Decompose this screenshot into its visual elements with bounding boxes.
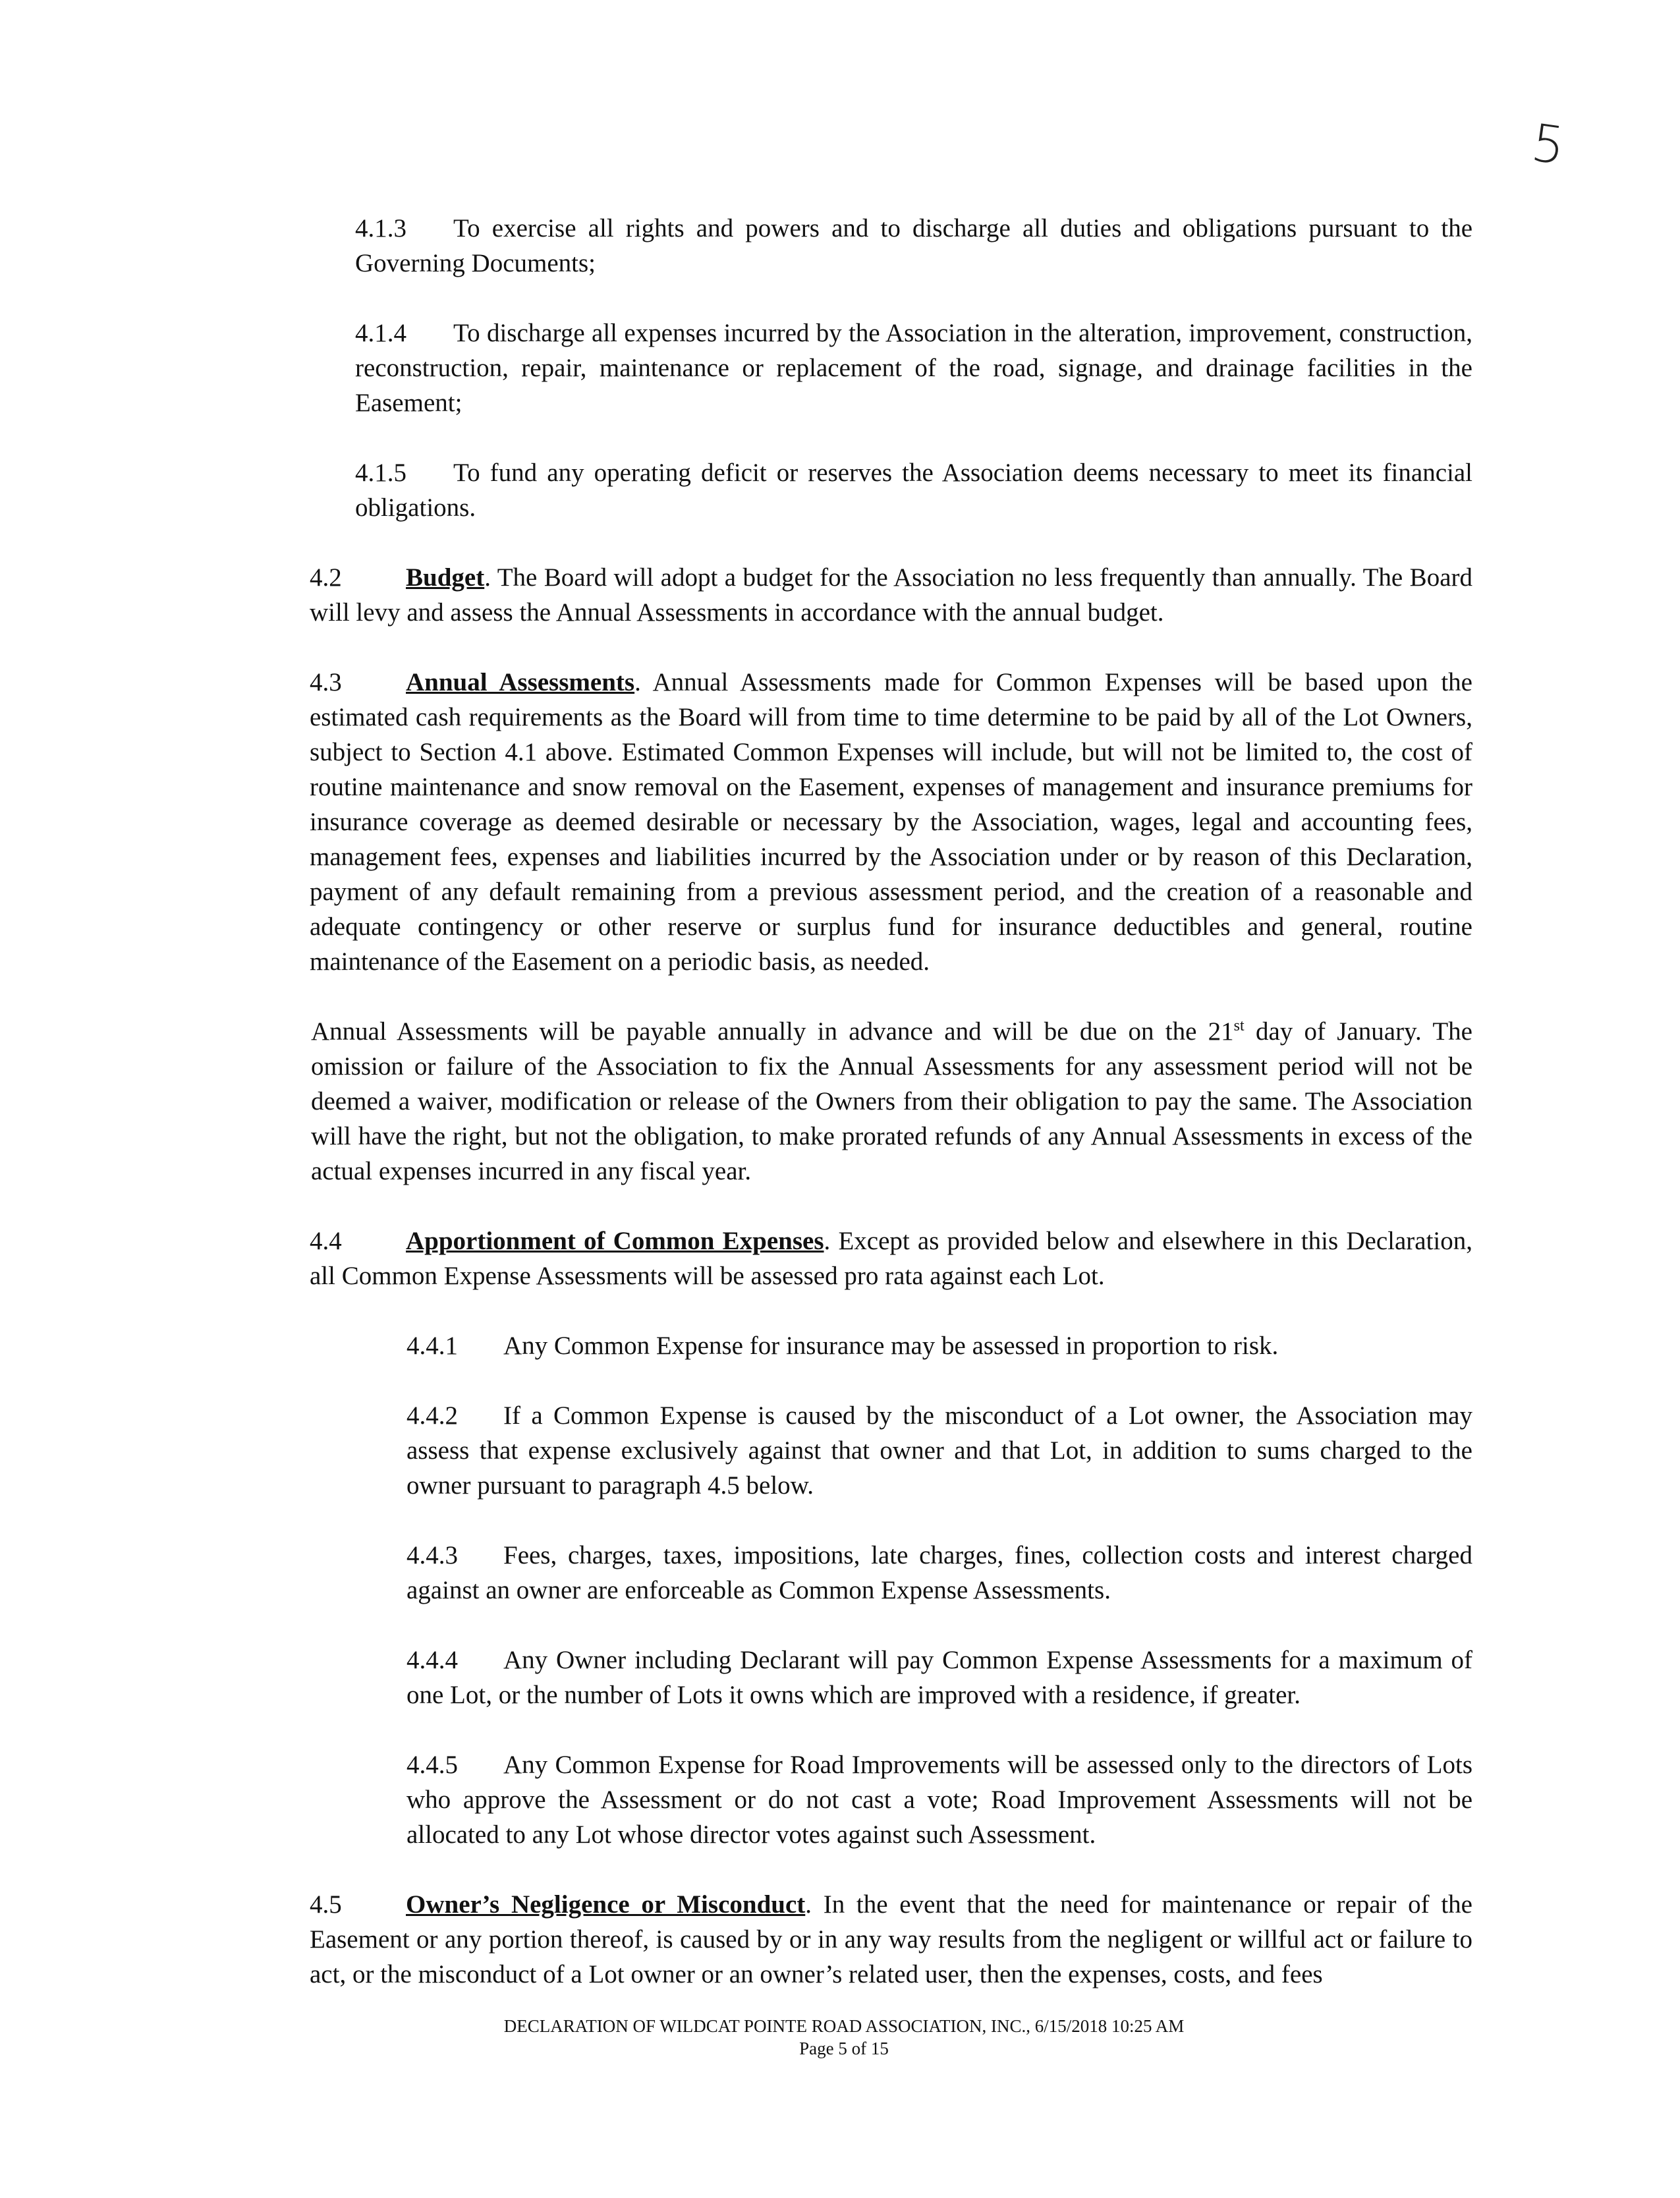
section-number: 4.1.4 (355, 319, 406, 347)
section-4-4-4 (215, 1643, 1472, 1712)
section-number: 4.3 (310, 668, 342, 696)
page-footer (215, 2015, 1472, 2060)
section-number: 4.4 (310, 1227, 342, 1255)
section-text: Any Common Expense for Road Improvements will be assessed only to the directors of Lots who approve the Assessment or do not cast a vote; Road Improvement Assessments will not be allocated to any Lot whose director votes against such Assessment. (406, 1751, 1472, 1849)
section-text: Except as provided below and elsewhere in this Declaration, all Common Expense Assessments will be assessed pro rata against each Lot. (310, 1227, 1472, 1290)
section-4-4-1 (215, 1328, 1472, 1363)
section-4-2: 4.2 Budget. The Board will adopt a budget for the Association no less frequently than annually. The Board will levy and assess the Annual Assessments in accordance with the annual budget. (215, 560, 1472, 630)
section-number: 4.5 (310, 1890, 342, 1919)
section-number: 4.4.1 (406, 1332, 458, 1360)
section-number: 4.4.4 (406, 1646, 458, 1674)
section-heading: Owner’s Negligence or Misconduct (406, 1890, 806, 1919)
footer-page-number: Page 5 of 15 (799, 2039, 889, 2058)
section-4-1-3 (215, 211, 1472, 281)
section-number: 4.4.2 (406, 1401, 458, 1430)
paragraph-annual-assessments-due (215, 1014, 1472, 1189)
section-text: Any Owner including Declarant will pay Common Expense Assessments for a maximum of one Lot, or the number of Lots it owns which are improved with a residence, if greater. (406, 1646, 1472, 1709)
section-4-4: 4.4 Apportionment of Common Expenses. Except as provided below and elsewhere in this Declaration, all Common Expense Assessments will be assessed pro rata against each Lot. (215, 1224, 1472, 1293)
section-text: If a Common Expense is caused by the misconduct of a Lot owner, the Association may assess that expense exclusively against that owner and that Lot, in addition to sums charged to the owner pursuant to paragraph 4.5 below. (406, 1401, 1472, 1500)
section-number: 4.1.3 (355, 214, 406, 242)
section-4-3: 4.3 Annual Assessments. Annual Assessments made for Common Expenses will be based upon the estimated cash requirements as the Board will from time to time determine to be paid by all of the Lot Owners, subject to Section 4.1 above. Estimated Common Expenses will include, but will not be limited to, the cost of routine maintenance and snow removal on the Easement, expenses of management and insurance premiums for insurance coverage as deemed desirable or necessary by the Association, wages, legal and accounting fees, management fees, expenses and liabilities incurred by the Association under or by reason of this Declaration, payment of any default remaining from a previous assessment period, and the creation of a reasonable and adequate contingency or other reserve or surplus fund for insurance deductibles and general, routine maintenance of the Easement on a periodic basis, as needed. (215, 665, 1472, 979)
section-text: To fund any operating deficit or reserves the Association deems necessary to meet its financial obligations. (355, 459, 1472, 522)
section-text: To exercise all rights and powers and to discharge all duties and obligations pursuant to the Governing Documents; (355, 214, 1472, 277)
section-text: Fees, charges, taxes, impositions, late charges, fines, collection costs and interest charged against an owner are enforceable as Common Expense Assessments. (406, 1541, 1472, 1604)
section-heading: Annual Assessments (406, 668, 635, 696)
footer-document-title: DECLARATION OF WILDCAT POINTE ROAD ASSOCIATION, INC., 6/15/2018 10:25 AM (503, 2016, 1185, 2036)
section-text: To discharge all expenses incurred by the Association in the alteration, improvement, construction, reconstruction, repair, maintenance or replacement of the road, signage, and drainage facilities in the Easement; (355, 319, 1472, 417)
section-heading: Apportionment of Common Expenses (406, 1227, 824, 1255)
document-body (215, 211, 1472, 1992)
section-number: 4.2 (310, 563, 342, 592)
section-4-1-5 (215, 455, 1472, 525)
paragraph-text-part-2: day of January. The omission or failure of the Association to fix the Annual Assessments for any assessment period will not be deemed a waiver, modification or release of the Owners from their obligation to pay the same. The Association will have the right, but not the obligation, to make prorated refunds of any Annual Assessments in excess of the actual expenses incurred in any fiscal year. (311, 1017, 1472, 1185)
section-heading: Budget (406, 563, 485, 592)
handwritten-page-number: 5 (1527, 113, 1569, 177)
section-text: Any Common Expense for insurance may be assessed in proportion to risk. (503, 1332, 1279, 1360)
paragraph-text-part-1: Annual Assessments will be payable annually in advance and will be due on the 21 (311, 1017, 1234, 1046)
section-text: In the event that the need for maintenance or repair of the Easement or any portion thereof, is caused by or in any way results from the negligent or willful act or failure to act, or the misconduct of a Lot owner or an owner’s related user, then the expenses, costs, and fees (310, 1890, 1472, 1988)
section-number: 4.4.5 (406, 1751, 458, 1779)
section-4-4-5 (215, 1747, 1472, 1852)
section-text: Annual Assessments made for Common Expenses will be based upon the estimated cash requirements as the Board will from time to time determine to be paid by all of the Lot Owners, subject to Section 4.1 above. Estimated Common Expenses will include, but will not be limited to, the cost of routine maintenance and snow removal on the Easement, expenses of management and insurance premiums for insurance coverage as deemed desirable or necessary by the Association, wages, legal and accounting fees, management fees, expenses and liabilities incurred by the Association under or by reason of this Declaration, payment of any default remaining from a previous assessment period, and the creation of a reasonable and adequate contingency or other reserve or surplus fund for insurance deductibles and general, routine maintenance of the Easement on a periodic basis, as needed. (310, 668, 1472, 976)
section-4-4-2 (215, 1398, 1472, 1503)
ordinal-suffix: st (1233, 1017, 1245, 1034)
section-text: The Board will adopt a budget for the Association no less frequently than annually. The Board will levy and assess the Annual Assessments in accordance with the annual budget. (310, 563, 1472, 627)
section-4-1-4 (215, 316, 1472, 420)
section-number: 4.1.5 (355, 459, 406, 487)
section-4-5: 4.5 Owner’s Negligence or Misconduct. In the event that the need for maintenance or repair of the Easement or any portion thereof, is caused by or in any way results from the negligent or willful act or failure to act, or the misconduct of a Lot owner or an owner’s related user, then the expenses, costs, and fees (215, 1887, 1472, 1992)
section-4-4-3 (215, 1538, 1472, 1608)
section-number: 4.4.3 (406, 1541, 458, 1569)
